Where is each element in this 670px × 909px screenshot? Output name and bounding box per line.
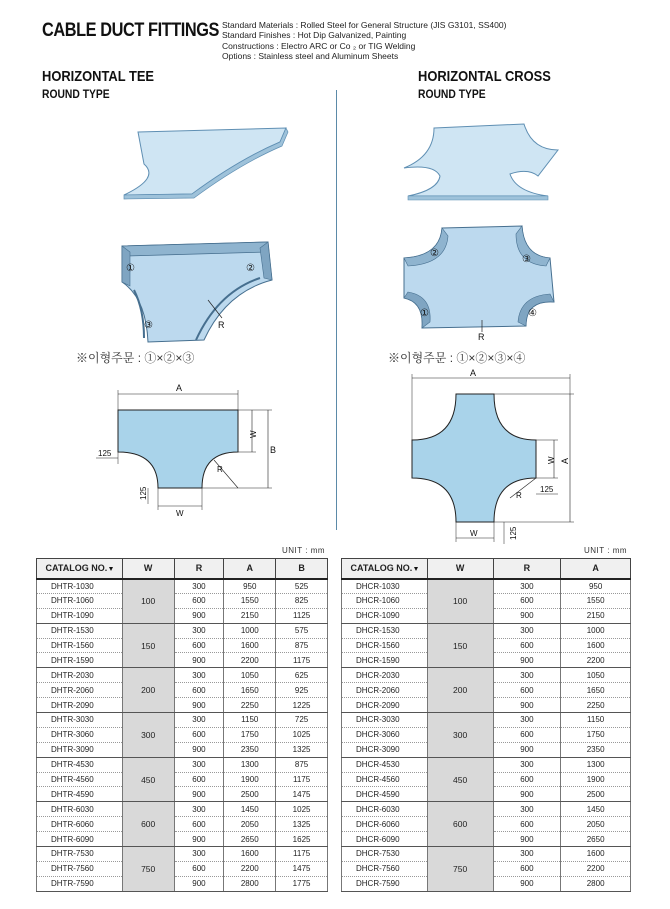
catalog-no-cell: DHTR-2030 bbox=[37, 668, 123, 683]
table-row bbox=[342, 623, 631, 638]
value-cell: 300 bbox=[493, 802, 561, 817]
value-cell: 300 bbox=[493, 668, 561, 683]
catalog-no-cell: DHTR-7530 bbox=[37, 847, 123, 862]
col-w: W bbox=[427, 559, 493, 579]
catalog-no-cell: DHTR-4590 bbox=[37, 787, 123, 802]
cross-section-title: HORIZONTAL CROSS bbox=[418, 68, 551, 85]
value-cell: 1000 bbox=[224, 623, 276, 638]
value-cell: 300 bbox=[174, 623, 224, 638]
catalog-no-cell: DHCR-3030 bbox=[342, 713, 428, 728]
value-cell: 1900 bbox=[561, 772, 631, 787]
tee-cover-illustration bbox=[110, 120, 310, 220]
value-cell: 2200 bbox=[561, 653, 631, 668]
cross-section-subtitle: ROUND TYPE bbox=[418, 87, 486, 101]
col-r: R bbox=[174, 559, 224, 579]
w-cell: 750 bbox=[427, 847, 493, 892]
value-cell: 600 bbox=[493, 638, 561, 653]
tee-tray-illustration bbox=[100, 238, 300, 348]
value-cell: 900 bbox=[493, 832, 561, 847]
value-cell: 300 bbox=[174, 757, 224, 772]
table-row bbox=[37, 832, 328, 847]
value-cell: 2500 bbox=[224, 787, 276, 802]
value-cell: 1650 bbox=[224, 683, 276, 698]
value-cell: 300 bbox=[493, 847, 561, 862]
value-cell: 1175 bbox=[276, 772, 328, 787]
spec-materials: Standard Materials : Rolled Steel for General Structure (JIS G3101, SS400) bbox=[222, 20, 507, 30]
col-b: B bbox=[276, 559, 328, 579]
value-cell: 600 bbox=[493, 772, 561, 787]
value-cell: 1225 bbox=[276, 698, 328, 713]
catalog-no-cell: DHCR-3090 bbox=[342, 742, 428, 757]
col-r: R bbox=[493, 559, 561, 579]
table-row bbox=[37, 653, 328, 668]
tee-dim-a: A bbox=[176, 383, 183, 393]
value-cell: 600 bbox=[174, 772, 224, 787]
table-row bbox=[37, 668, 328, 683]
value-cell: 1900 bbox=[224, 772, 276, 787]
page-title: CABLE DUCT FITTINGS bbox=[42, 20, 220, 41]
catalog-no-cell: DHTR-6030 bbox=[37, 802, 123, 817]
material-specs bbox=[222, 20, 506, 61]
table-row bbox=[37, 876, 328, 891]
tee-dim-125-left: 125 bbox=[98, 449, 112, 458]
value-cell: 1600 bbox=[561, 847, 631, 862]
tee-dimension-drawing bbox=[90, 380, 290, 520]
value-cell: 1450 bbox=[224, 802, 276, 817]
catalog-no-cell: DHCR-6060 bbox=[342, 817, 428, 832]
table-row bbox=[37, 608, 328, 623]
catalog-no-cell: DHCR-7530 bbox=[342, 847, 428, 862]
catalog-no-cell: DHTR-3030 bbox=[37, 713, 123, 728]
value-cell: 300 bbox=[174, 802, 224, 817]
catalog-no-cell: DHTR-2060 bbox=[37, 683, 123, 698]
table-row bbox=[342, 802, 631, 817]
value-cell: 900 bbox=[493, 608, 561, 623]
value-cell: 600 bbox=[493, 727, 561, 742]
catalog-no-cell: DHTR-4530 bbox=[37, 757, 123, 772]
value-cell: 950 bbox=[224, 579, 276, 594]
table-row bbox=[342, 668, 631, 683]
cross-marker-3: ③ bbox=[522, 254, 531, 265]
w-cell: 200 bbox=[427, 668, 493, 713]
value-cell: 2350 bbox=[561, 742, 631, 757]
cross-dim-125-bottom: 125 bbox=[509, 526, 518, 540]
catalog-no-cell: DHTR-1090 bbox=[37, 608, 123, 623]
col-catalog-no: CATALOG NO. bbox=[37, 559, 123, 579]
catalog-no-cell: DHCR-4530 bbox=[342, 757, 428, 772]
value-cell: 900 bbox=[174, 608, 224, 623]
value-cell: 300 bbox=[174, 713, 224, 728]
value-cell: 1775 bbox=[276, 876, 328, 891]
value-cell: 900 bbox=[493, 653, 561, 668]
table-row bbox=[37, 861, 328, 876]
catalog-no-cell: DHTR-1560 bbox=[37, 638, 123, 653]
table-row bbox=[37, 698, 328, 713]
table-row bbox=[342, 757, 631, 772]
value-cell: 600 bbox=[174, 683, 224, 698]
value-cell: 575 bbox=[276, 623, 328, 638]
table-row bbox=[342, 579, 631, 594]
tee-section-subtitle: ROUND TYPE bbox=[42, 87, 110, 101]
catalog-no-cell: DHTR-4560 bbox=[37, 772, 123, 787]
value-cell: 600 bbox=[493, 683, 561, 698]
table-row bbox=[37, 742, 328, 757]
value-cell: 2650 bbox=[224, 832, 276, 847]
value-cell: 1650 bbox=[561, 683, 631, 698]
value-cell: 1550 bbox=[561, 593, 631, 608]
value-cell: 900 bbox=[174, 742, 224, 757]
value-cell: 1600 bbox=[224, 847, 276, 862]
w-cell: 450 bbox=[122, 757, 174, 802]
value-cell: 2050 bbox=[224, 817, 276, 832]
section-divider bbox=[336, 90, 337, 530]
catalog-no-cell: DHCR-6090 bbox=[342, 832, 428, 847]
value-cell: 900 bbox=[174, 832, 224, 847]
value-cell: 2800 bbox=[224, 876, 276, 891]
cross-marker-4: ④ bbox=[528, 308, 537, 319]
cross-marker-2: ② bbox=[430, 248, 439, 259]
col-a: A bbox=[561, 559, 631, 579]
table-row bbox=[37, 847, 328, 862]
value-cell: 1300 bbox=[224, 757, 276, 772]
value-cell: 600 bbox=[493, 861, 561, 876]
w-cell: 300 bbox=[122, 713, 174, 758]
value-cell: 600 bbox=[493, 817, 561, 832]
tee-unit-label: UNIT : mm bbox=[282, 546, 326, 555]
w-cell: 100 bbox=[427, 579, 493, 624]
value-cell: 900 bbox=[174, 653, 224, 668]
tee-catalog-table bbox=[36, 558, 328, 892]
value-cell: 1150 bbox=[561, 713, 631, 728]
value-cell: 1025 bbox=[276, 727, 328, 742]
catalog-no-cell: DHTR-3090 bbox=[37, 742, 123, 757]
cross-catalog-table bbox=[341, 558, 631, 892]
w-cell: 100 bbox=[122, 579, 174, 624]
tee-marker-2: ② bbox=[246, 263, 255, 274]
tee-dim-b: B bbox=[270, 445, 277, 455]
cross-marker-1: ① bbox=[420, 308, 429, 319]
value-cell: 600 bbox=[174, 817, 224, 832]
cross-unit-label: UNIT : mm bbox=[584, 546, 628, 555]
value-cell: 825 bbox=[276, 593, 328, 608]
value-cell: 600 bbox=[174, 638, 224, 653]
value-cell: 300 bbox=[174, 668, 224, 683]
value-cell: 300 bbox=[174, 847, 224, 862]
value-cell: 2050 bbox=[561, 817, 631, 832]
tee-dim-w-bottom: W bbox=[176, 509, 184, 518]
value-cell: 1175 bbox=[276, 653, 328, 668]
table-row bbox=[37, 713, 328, 728]
value-cell: 900 bbox=[174, 787, 224, 802]
tee-dim-w-side: W bbox=[249, 430, 258, 438]
table-row bbox=[342, 847, 631, 862]
tee-section-title: HORIZONTAL TEE bbox=[42, 68, 155, 85]
spec-options: Options : Stainless steel and Aluminum Sheets bbox=[222, 50, 399, 61]
value-cell: 2650 bbox=[561, 832, 631, 847]
value-cell: 300 bbox=[174, 579, 224, 594]
value-cell: 1025 bbox=[276, 802, 328, 817]
catalog-no-cell: DHTR-1590 bbox=[37, 653, 123, 668]
cross-dim-w-side: W bbox=[547, 456, 556, 464]
catalog-no-cell: DHCR-1560 bbox=[342, 638, 428, 653]
catalog-no-cell: DHCR-7560 bbox=[342, 861, 428, 876]
value-cell: 600 bbox=[493, 593, 561, 608]
value-cell: 2350 bbox=[224, 742, 276, 757]
value-cell: 1150 bbox=[224, 713, 276, 728]
value-cell: 600 bbox=[174, 593, 224, 608]
value-cell: 900 bbox=[493, 876, 561, 891]
table-row bbox=[37, 787, 328, 802]
value-cell: 1050 bbox=[224, 668, 276, 683]
value-cell: 2800 bbox=[561, 876, 631, 891]
cross-dim-a-side: A bbox=[560, 457, 570, 464]
cross-dim-125-right: 125 bbox=[540, 485, 554, 494]
value-cell: 900 bbox=[493, 787, 561, 802]
value-cell: 1600 bbox=[561, 638, 631, 653]
table-row bbox=[37, 802, 328, 817]
col-catalog-no: CATALOG NO. bbox=[342, 559, 428, 579]
catalog-no-cell: DHCR-2090 bbox=[342, 698, 428, 713]
w-cell: 600 bbox=[427, 802, 493, 847]
table-header-row bbox=[37, 559, 328, 579]
value-cell: 1000 bbox=[561, 623, 631, 638]
value-cell: 2150 bbox=[561, 608, 631, 623]
value-cell: 300 bbox=[493, 623, 561, 638]
value-cell: 900 bbox=[493, 742, 561, 757]
value-cell: 300 bbox=[493, 757, 561, 772]
tee-dim-r: R bbox=[217, 465, 223, 474]
table-row bbox=[37, 757, 328, 772]
catalog-no-cell: DHCR-1030 bbox=[342, 579, 428, 594]
tee-tray-radius-label: R bbox=[218, 320, 225, 330]
table-row bbox=[37, 593, 328, 608]
tee-marker-1: ① bbox=[126, 263, 135, 274]
value-cell: 2200 bbox=[561, 861, 631, 876]
catalog-no-cell: DHCR-4590 bbox=[342, 787, 428, 802]
cross-cover-illustration bbox=[400, 120, 570, 220]
value-cell: 1450 bbox=[561, 802, 631, 817]
value-cell: 1475 bbox=[276, 787, 328, 802]
cross-dimension-drawing bbox=[398, 366, 588, 546]
catalog-no-cell: DHTR-1060 bbox=[37, 593, 123, 608]
tee-marker-3: ③ bbox=[144, 320, 153, 331]
w-cell: 600 bbox=[122, 802, 174, 847]
value-cell: 2250 bbox=[561, 698, 631, 713]
value-cell: 1750 bbox=[224, 727, 276, 742]
value-cell: 600 bbox=[174, 727, 224, 742]
catalog-no-cell: DHCR-1090 bbox=[342, 608, 428, 623]
w-cell: 450 bbox=[427, 757, 493, 802]
spec-constructions: Constructions : Electro ARC or Co ₂ or TIG Welding bbox=[222, 40, 416, 51]
table-row bbox=[37, 579, 328, 594]
catalog-no-cell: DHTR-7590 bbox=[37, 876, 123, 891]
value-cell: 1300 bbox=[561, 757, 631, 772]
catalog-no-cell: DHCR-1530 bbox=[342, 623, 428, 638]
value-cell: 900 bbox=[174, 698, 224, 713]
cross-dim-r: R bbox=[516, 491, 522, 500]
table-row bbox=[37, 817, 328, 832]
value-cell: 1175 bbox=[276, 847, 328, 862]
spec-finishes: Standard Finishes : Hot Dip Galvanized, Painting bbox=[222, 30, 407, 41]
tee-dim-125-bottom: 125 bbox=[139, 486, 148, 500]
catalog-no-cell: DHCR-3060 bbox=[342, 727, 428, 742]
value-cell: 1625 bbox=[276, 832, 328, 847]
value-cell: 2150 bbox=[224, 608, 276, 623]
value-cell: 1125 bbox=[276, 608, 328, 623]
catalog-no-cell: DHCR-4560 bbox=[342, 772, 428, 787]
value-cell: 1550 bbox=[224, 593, 276, 608]
value-cell: 2200 bbox=[224, 861, 276, 876]
catalog-no-cell: DHTR-6060 bbox=[37, 817, 123, 832]
catalog-no-cell: DHTR-7560 bbox=[37, 861, 123, 876]
value-cell: 525 bbox=[276, 579, 328, 594]
value-cell: 1750 bbox=[561, 727, 631, 742]
w-cell: 150 bbox=[427, 623, 493, 668]
catalog-no-cell: DHTR-3060 bbox=[37, 727, 123, 742]
catalog-no-cell: DHTR-1530 bbox=[37, 623, 123, 638]
value-cell: 875 bbox=[276, 757, 328, 772]
catalog-no-cell: DHCR-1060 bbox=[342, 593, 428, 608]
value-cell: 300 bbox=[493, 579, 561, 594]
value-cell: 1325 bbox=[276, 742, 328, 757]
value-cell: 900 bbox=[493, 698, 561, 713]
cross-tray-illustration bbox=[398, 222, 578, 342]
catalog-no-cell: DHCR-1590 bbox=[342, 653, 428, 668]
table-row bbox=[342, 713, 631, 728]
value-cell: 725 bbox=[276, 713, 328, 728]
w-cell: 200 bbox=[122, 668, 174, 713]
value-cell: 1325 bbox=[276, 817, 328, 832]
catalog-no-cell: DHTR-1030 bbox=[37, 579, 123, 594]
value-cell: 2500 bbox=[561, 787, 631, 802]
col-a: A bbox=[224, 559, 276, 579]
value-cell: 925 bbox=[276, 683, 328, 698]
value-cell: 1050 bbox=[561, 668, 631, 683]
value-cell: 950 bbox=[561, 579, 631, 594]
catalog-no-cell: DHCR-2060 bbox=[342, 683, 428, 698]
value-cell: 2250 bbox=[224, 698, 276, 713]
catalog-no-cell: DHCR-6030 bbox=[342, 802, 428, 817]
cross-dim-a-top: A bbox=[470, 368, 477, 378]
cross-dim-w-bottom: W bbox=[470, 529, 478, 538]
table-header-row bbox=[342, 559, 631, 579]
w-cell: 150 bbox=[122, 623, 174, 668]
w-cell: 750 bbox=[122, 847, 174, 892]
table-row bbox=[37, 638, 328, 653]
tee-order-note: ※이형주문 : ①×②×③ bbox=[76, 351, 195, 365]
table-row bbox=[37, 772, 328, 787]
value-cell: 900 bbox=[174, 876, 224, 891]
catalog-no-cell: DHTR-2090 bbox=[37, 698, 123, 713]
value-cell: 300 bbox=[493, 713, 561, 728]
table-row bbox=[37, 727, 328, 742]
value-cell: 600 bbox=[174, 861, 224, 876]
catalog-no-cell: DHCR-2030 bbox=[342, 668, 428, 683]
table-row bbox=[37, 623, 328, 638]
value-cell: 1475 bbox=[276, 861, 328, 876]
value-cell: 875 bbox=[276, 638, 328, 653]
value-cell: 1600 bbox=[224, 638, 276, 653]
value-cell: 625 bbox=[276, 668, 328, 683]
w-cell: 300 bbox=[427, 713, 493, 758]
catalog-no-cell: DHTR-6090 bbox=[37, 832, 123, 847]
cross-tray-radius-label: R bbox=[478, 332, 485, 342]
col-w: W bbox=[122, 559, 174, 579]
catalog-no-cell: DHCR-7590 bbox=[342, 876, 428, 891]
table-row bbox=[37, 683, 328, 698]
cross-order-note: ※이형주문 : ①×②×③×④ bbox=[388, 351, 526, 365]
value-cell: 2200 bbox=[224, 653, 276, 668]
